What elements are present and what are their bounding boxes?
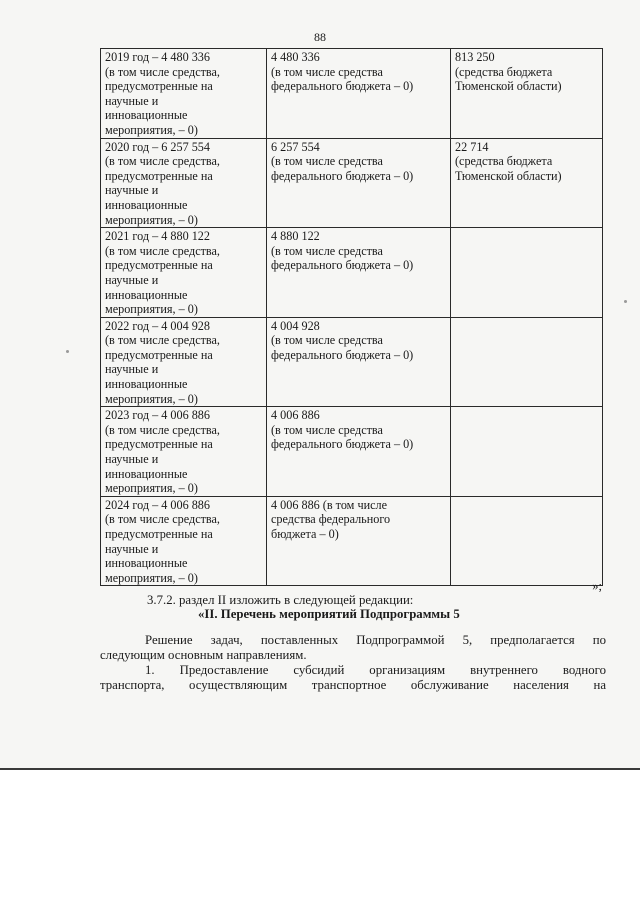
cell-line: научные и <box>105 272 159 287</box>
table-row <box>101 496 603 586</box>
cell-line: научные и <box>105 452 159 467</box>
cell-line: научные и <box>105 541 159 556</box>
paragraph-subsidies <box>100 663 606 693</box>
year-total-cell <box>101 317 267 407</box>
federal-budget-cell <box>267 407 451 497</box>
cell-line: (в том числе средства, <box>105 333 220 348</box>
cell-line: научные и <box>105 93 159 108</box>
cell-line: мероприятия, – 0) <box>105 302 198 317</box>
closing-quote: »; <box>592 579 602 593</box>
federal-budget-cell <box>267 138 451 228</box>
federal-budget-cell <box>267 496 451 586</box>
cell-line: инновационные <box>105 466 188 481</box>
section-heading: «II. Перечень мероприятий Подпрограммы 5 <box>198 607 460 621</box>
cell-line: (средства бюджета <box>455 64 553 79</box>
cell-line: бюджета – 0) <box>271 527 339 541</box>
cell-line: мероприятия, – 0) <box>105 570 198 585</box>
cell-line: предусмотренные на <box>105 527 213 541</box>
cell-line: предусмотренные на <box>105 347 213 362</box>
table-row <box>101 407 603 497</box>
year-total-cell <box>101 407 267 497</box>
regional-budget-cell <box>451 138 603 228</box>
scan-speck <box>624 300 627 303</box>
cell-line: Тюменской области) <box>455 79 562 94</box>
cell-line: (в том числе средства <box>271 422 383 437</box>
regional-budget-cell <box>451 496 603 586</box>
cell-line: 2023 год – 4 006 886 <box>105 408 210 423</box>
cell-line: (в том числе средства <box>271 154 383 169</box>
cell-line: инновационные <box>105 556 188 571</box>
cell-line: 22 714 <box>455 139 489 154</box>
cell-line: 4 880 122 <box>271 229 320 244</box>
paragraph-intro-line-2: следующим основным направлениям. <box>100 648 307 663</box>
year-total-cell <box>101 138 267 228</box>
cell-line: Тюменской области) <box>455 168 562 183</box>
cell-line: (в том числе средства <box>271 243 383 258</box>
cell-line: инновационные <box>105 108 188 123</box>
cell-line: 813 250 <box>455 50 495 64</box>
table-row <box>101 138 603 228</box>
cell-line: предусмотренные на <box>105 168 213 183</box>
cell-line: 2022 год – 4 004 928 <box>105 318 210 333</box>
page-number: 88 <box>314 30 326 44</box>
federal-budget-cell <box>267 49 451 139</box>
scan-edge-line <box>0 768 640 770</box>
cell-line: научные и <box>105 183 159 198</box>
cell-line: мероприятия, – 0) <box>105 481 198 496</box>
cell-line: федерального бюджета – 0) <box>271 437 414 452</box>
funding-table-body <box>101 49 603 586</box>
cell-line: инновационные <box>105 287 188 302</box>
cell-line: предусмотренные на <box>105 258 213 273</box>
cell-line: средства федерального <box>271 512 391 527</box>
cell-line: (в том числе средства <box>271 64 383 79</box>
cell-line: мероприятия, – 0) <box>105 391 198 406</box>
cell-line: (в том числе средства, <box>105 243 220 258</box>
paragraph-intro <box>100 633 606 663</box>
regional-budget-cell <box>451 317 603 407</box>
cell-line: 4 006 886 <box>271 408 320 423</box>
federal-budget-cell <box>267 228 451 318</box>
cell-line: предусмотренные на <box>105 79 213 94</box>
year-total-cell <box>101 228 267 318</box>
regional-budget-cell <box>451 228 603 318</box>
cell-line: (в том числе средства, <box>105 422 220 437</box>
regional-budget-cell <box>451 407 603 497</box>
paragraph-subsidies-line-1: 1. Предоставление субсидий организациям внутреннего водного <box>145 663 606 677</box>
cell-line: научные и <box>105 362 159 377</box>
scan-speck <box>66 350 69 353</box>
cell-line: 4 480 336 <box>271 50 320 64</box>
cell-line: (в том числе средства, <box>105 64 220 79</box>
table-row <box>101 49 603 139</box>
cell-line: 4 006 886 (в том числе <box>271 497 387 512</box>
paragraph-intro-line-1: Решение задач, поставленных Подпрограммой 5, предполагается по <box>145 633 606 647</box>
cell-line: 6 257 554 <box>271 139 320 154</box>
cell-line: инновационные <box>105 377 188 392</box>
cell-line: мероприятия, – 0) <box>105 212 198 227</box>
cell-line: мероприятия, – 0) <box>105 122 198 137</box>
cell-line: 2020 год – 6 257 554 <box>105 139 210 154</box>
regional-budget-cell <box>451 49 603 139</box>
year-total-cell <box>101 496 267 586</box>
cell-line: федерального бюджета – 0) <box>271 258 414 273</box>
cell-line: федерального бюджета – 0) <box>271 168 414 183</box>
cell-line: (в том числе средства, <box>105 512 220 527</box>
year-total-cell <box>101 49 267 139</box>
cell-line: инновационные <box>105 197 188 212</box>
cell-line: 2024 год – 4 006 886 <box>105 497 210 512</box>
cell-line: 2019 год – 4 480 336 <box>105 50 210 64</box>
table-row <box>101 317 603 407</box>
cell-line: (в том числе средства, <box>105 154 220 169</box>
federal-budget-cell <box>267 317 451 407</box>
cell-line: (в том числе средства <box>271 333 383 348</box>
cell-line: 2021 год – 4 880 122 <box>105 229 210 244</box>
amendment-instruction: 3.7.2. раздел II изложить в следующей редакции: <box>147 593 414 607</box>
cell-line: 4 004 928 <box>271 318 320 333</box>
cell-line: федерального бюджета – 0) <box>271 347 414 362</box>
paragraph-subsidies-line-2: транспорта, осуществляющим транспортное обслуживание населения на <box>100 678 606 693</box>
cell-line: (средства бюджета <box>455 154 553 169</box>
cell-line: федерального бюджета – 0) <box>271 79 414 94</box>
cell-line: предусмотренные на <box>105 437 213 452</box>
funding-table <box>100 48 603 586</box>
table-row <box>101 228 603 318</box>
